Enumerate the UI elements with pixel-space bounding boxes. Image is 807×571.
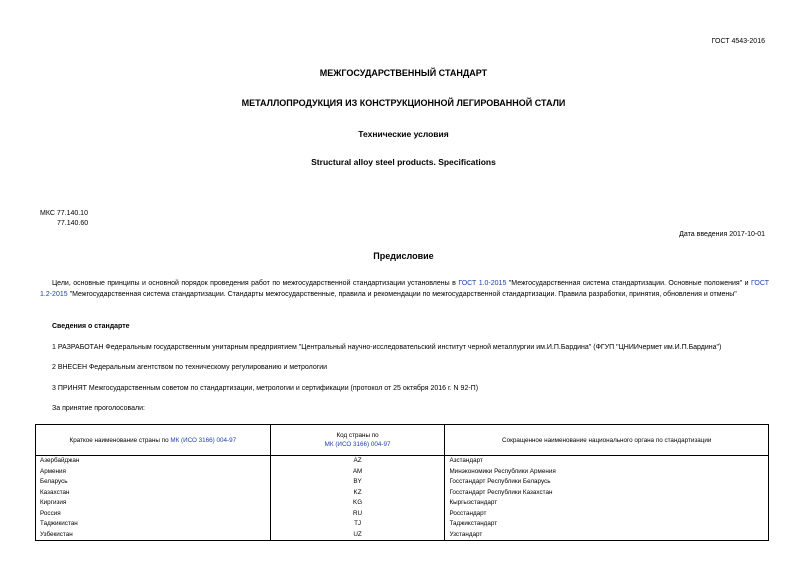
- header-country-code: [270, 425, 445, 456]
- mks-line-2: 77.140.60: [57, 220, 89, 227]
- country-cell: Казахстан: [36, 488, 271, 499]
- country-cell: Киргизия: [36, 498, 271, 509]
- mks-codes: [40, 209, 88, 229]
- gost-1-2-2015-link[interactable]: ГОСТ 1.2-2015: [40, 280, 769, 298]
- country-cell: Узбекистан: [36, 530, 271, 541]
- table-row: [36, 477, 769, 488]
- country-cell: Россия: [36, 509, 271, 520]
- country-code-cell: AM: [270, 467, 445, 478]
- header-code-text: Код страны по: [336, 432, 379, 439]
- standards-body-cell: Госстандарт Республики Казахстан: [445, 488, 769, 499]
- document-title: МЕТАЛЛОПРОДУКЦИЯ ИЗ КОНСТРУКЦИОННОЙ ЛЕГИРОВАННОЙ СТАЛИ: [241, 98, 566, 108]
- info-item-adopted: 3 ПРИНЯТ Межгосударственным советом по стандартизации, метрологии и сертификации (протокол от 25 октября 2016 г. N 92-П): [52, 385, 479, 392]
- country-code-cell: TJ: [270, 519, 445, 530]
- standards-body-cell: Росстандарт: [445, 509, 769, 520]
- mk-iso-3166-code-link[interactable]: МК (ИСО 3166) 004-97: [324, 441, 391, 448]
- member-countries-table: [35, 424, 769, 541]
- title-interstate-standard: МЕЖГОСУДАРСТВЕННЫЙ СТАНДАРТ: [319, 68, 488, 78]
- table-row: [36, 488, 769, 499]
- gost-1-0-2015-link[interactable]: ГОСТ 1.0-2015: [458, 280, 507, 287]
- country-code-cell: RU: [270, 509, 445, 520]
- info-item-developed: 1 РАЗРАБОТАН Федеральным государственным унитарным предприятием "Центральный научно-исследовательский институт черной металлургии им.И.П.Бардина" (ФГУП "ЦНИИчермет им.И.П.Бардина"): [52, 344, 722, 351]
- foreword-text-b: "Межгосударственная система стандартизации. Основные положения" и: [506, 280, 752, 287]
- header-country-text: Краткое наименование страны по: [69, 436, 171, 444]
- country-code-cell: BY: [270, 477, 445, 488]
- table-header-row: [36, 425, 769, 456]
- table-row: [36, 498, 769, 509]
- standards-body-cell: Минэкономики Республики Армения: [445, 467, 769, 478]
- info-item-introduced: 2 ВНЕСЕН Федеральным агентством по техническому регулированию и метрологии: [52, 364, 328, 371]
- country-code-cell: AZ: [270, 456, 445, 467]
- document-code: ГОСТ 4543-2016: [711, 38, 765, 45]
- country-cell: Таджикистан: [36, 519, 271, 530]
- country-cell: Азербайджан: [36, 456, 271, 467]
- table-row: [36, 456, 769, 467]
- country-cell: Беларусь: [36, 477, 271, 488]
- country-code-cell: KZ: [270, 488, 445, 499]
- header-standards-body: Сокращенное наименование национального органа по стандартизации: [445, 425, 769, 456]
- foreword-text-a: Цели, основные принципы и основной порядок проведения работ по межгосударственной стандартизации установлены в: [52, 280, 459, 287]
- country-cell: Армения: [36, 467, 271, 478]
- table-row: [36, 467, 769, 478]
- document-subtitle-ru: Технические условия: [358, 129, 449, 139]
- standards-body-cell: Узстандарт: [445, 530, 769, 541]
- standards-body-cell: Кыргызстандарт: [445, 498, 769, 509]
- table-row: [36, 530, 769, 541]
- standards-body-cell: Госстандарт Республики Беларусь: [445, 477, 769, 488]
- introduction-date: Дата введения 2017-10-01: [679, 231, 765, 238]
- country-code-cell: KG: [270, 498, 445, 509]
- table-row: [36, 509, 769, 520]
- mks-line-1: МКС 77.140.10: [40, 210, 88, 217]
- header-country-name: [36, 425, 271, 456]
- foreword-text-c: "Межгосударственная система стандартизации. Стандарты межгосударственные, правила и рекомендации по межгосударственной стандартизации. Правила разработки, принятия, обновления и отмены": [67, 290, 737, 298]
- country-code-cell: UZ: [270, 530, 445, 541]
- standards-body-cell: Таджикстандарт: [445, 519, 769, 530]
- foreword-heading: Предисловие: [373, 251, 434, 261]
- voted-label: За принятие проголосовали:: [52, 405, 145, 412]
- standard-info-heading: Сведения о стандарте: [52, 323, 130, 330]
- document-subtitle-en: Structural alloy steel products. Specifications: [311, 157, 496, 167]
- table-row: [36, 519, 769, 530]
- standards-body-cell: Азстандарт: [445, 456, 769, 467]
- mk-iso-3166-link[interactable]: МК (ИСО 3166) 004-97: [170, 436, 237, 444]
- foreword-paragraph: [40, 279, 769, 300]
